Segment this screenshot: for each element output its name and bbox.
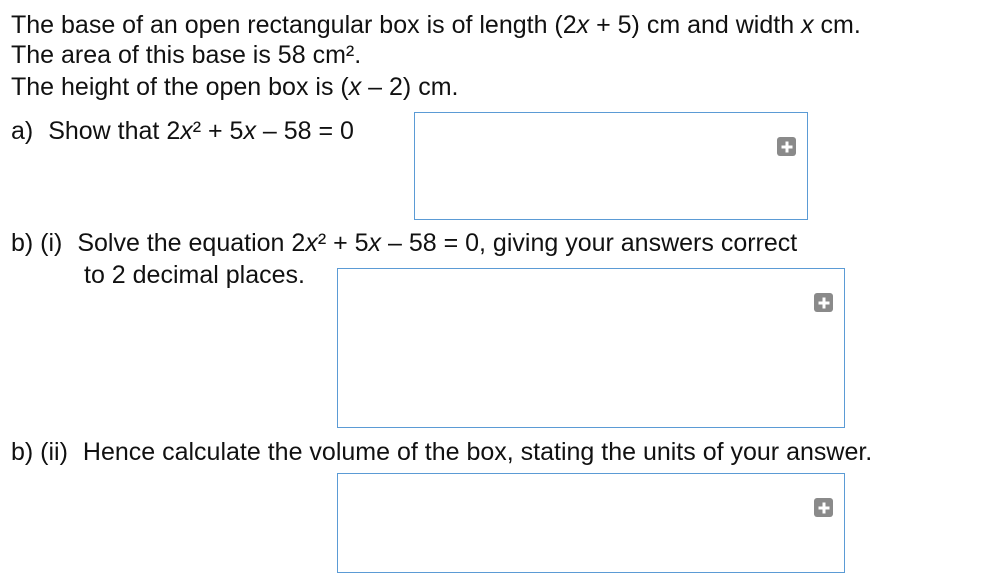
intro-line-3 (11, 72, 458, 102)
question-b-ii-label: b) (ii) (11, 438, 68, 466)
intro-line-3-var: x (348, 73, 362, 101)
intro-line-1-mid: + 5) cm and width (589, 11, 802, 39)
plus-square-icon[interactable] (777, 137, 796, 156)
intro-line-3-post: – 2) cm. (361, 73, 459, 101)
intro-line-3-pre: The height of the open box is ( (11, 73, 349, 101)
question-a-text-pre: Show that 2 (48, 117, 181, 145)
question-b-i (11, 228, 797, 258)
question-b-i-text-var2: x (368, 229, 382, 257)
question-a-label: a) (11, 117, 34, 145)
question-b-i-label: b) (i) (11, 229, 63, 257)
question-a-text (48, 117, 354, 145)
plus-square-icon[interactable] (814, 498, 833, 517)
answer-box-a[interactable] (414, 112, 808, 220)
question-a-text-var1: x (180, 117, 193, 145)
answer-box-b-i[interactable] (337, 268, 845, 428)
answer-box-b-ii[interactable] (337, 473, 845, 573)
question-b-ii-text: Hence calculate the volume of the box, stating the units of your answer. (82, 438, 873, 466)
intro-line-2: The area of this base is 58 cm². (11, 41, 362, 69)
intro-line-1-pre: The base of an open rectangular box is of length (2 (11, 11, 577, 39)
question-b-i-text-mid: ² + 5 (317, 229, 369, 257)
question-b-i-text-post: – 58 = 0, giving your answers correct (381, 229, 798, 257)
intro-line-1-var2: x (801, 11, 814, 39)
question-a-text-mid: ² + 5 (192, 117, 244, 145)
question-a (11, 116, 354, 146)
intro-line-1 (11, 10, 861, 40)
question-b-i-text (77, 229, 797, 257)
plus-square-icon[interactable] (814, 293, 833, 312)
question-a-text-post: – 58 = 0 (255, 117, 354, 145)
question-b-ii (11, 437, 872, 467)
question-a-text-var2: x (243, 117, 256, 145)
intro-line-1-post: cm. (813, 11, 861, 39)
question-b-i-text-pre: Solve the equation 2 (77, 229, 306, 257)
intro-line-1-var1: x (576, 11, 590, 39)
question-b-i-text-var1: x (305, 229, 318, 257)
question-b-i-line-2: to 2 decimal places. (84, 261, 305, 289)
